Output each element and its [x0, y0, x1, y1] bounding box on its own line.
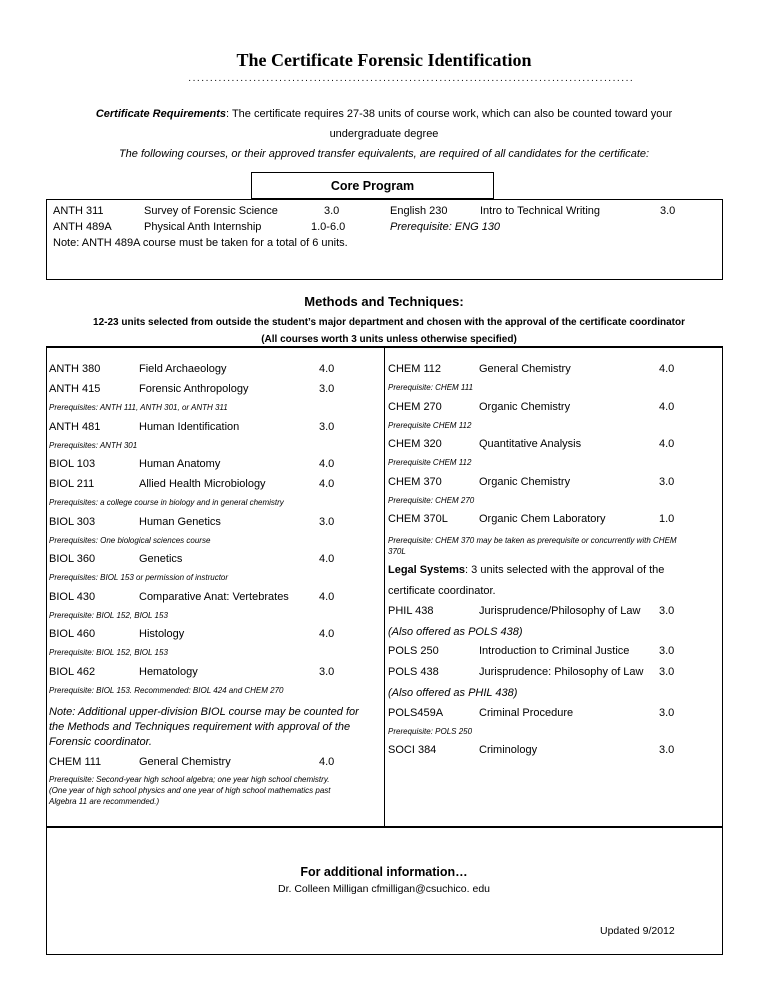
course-name: Intro to Technical Writing	[480, 205, 601, 217]
course-prereq: Prerequisites: BIOL 153 or permission of instructor	[49, 573, 229, 582]
course-code: CHEM 370L	[388, 513, 448, 525]
course-units: 4.0	[659, 438, 675, 450]
course-code: POLS 438	[388, 666, 439, 678]
course-code: BIOL 303	[49, 515, 96, 528]
course-prereq: Prerequisite: POLS 250	[388, 727, 473, 736]
note-line: Forensic coordinator.	[49, 736, 152, 748]
course-code: English 230	[390, 205, 448, 217]
requirements-text-cont: undergraduate degree	[329, 128, 439, 140]
course-units: 4.0	[659, 400, 675, 413]
course-units: 3.0	[319, 383, 335, 395]
prereq-line: Prerequisite: Second-year high school algebra; one year high school chemistry.	[49, 775, 330, 784]
course-prereq: Prerequisites: One biological sciences course	[49, 535, 211, 545]
methods-title: Methods and Techniques:	[304, 294, 464, 309]
course-name: Human Identification	[139, 420, 240, 433]
course-units: 3.0	[319, 515, 335, 528]
course-name: General Chemistry	[139, 756, 231, 768]
note-line: the Methods and Techniques requirement with approval of the	[49, 721, 351, 733]
legal-label: Legal Systems	[388, 564, 466, 576]
course-units: 4.0	[319, 478, 335, 490]
course-units: 3.0	[660, 205, 676, 217]
course-units: 1.0	[659, 513, 675, 525]
course-prereq: Prerequisite CHEM 112	[388, 420, 472, 430]
course-prereq: Prerequisite: BIOL 152, BIOL 153	[49, 648, 168, 657]
course-code: POLS 250	[388, 645, 439, 657]
course-name: Physical Anth Internship	[144, 221, 262, 233]
legal-text-cont: certificate coordinator.	[388, 585, 496, 597]
course-units: 4.0	[319, 363, 335, 375]
following-courses-text: The following courses, or their approved transfer equivalents, are required of all candidates for the certificate:	[118, 148, 650, 160]
chem370l-prereq	[388, 535, 677, 557]
course-units: 1.0-6.0	[311, 221, 346, 233]
course-name: Histology	[139, 628, 185, 640]
course-code: BIOL 103	[49, 458, 96, 470]
also-offered-note: (Also offered as PHIL 438)	[388, 687, 518, 699]
course-prereq: Prerequisite: BIOL 152, BIOL 153	[49, 610, 168, 620]
course-code: ANTH 489A	[53, 221, 112, 233]
legal-systems-intro	[388, 560, 664, 602]
course-name: Forensic Anthropology	[139, 383, 249, 395]
prereq-line: 370L	[388, 547, 406, 556]
course-units: 4.0	[319, 756, 335, 768]
core-program-label: Core Program	[251, 172, 494, 199]
course-units: 4.0	[659, 363, 675, 375]
course-name: Jurisprudence/Philosophy of Law	[479, 605, 641, 617]
course-prereq: Prerequisites: ANTH 301	[49, 440, 138, 450]
course-code: CHEM 111	[49, 756, 102, 768]
note-line: Note: Additional upper-division BIOL course may be counted for	[49, 706, 359, 718]
also-offered-note: (Also offered as POLS 438)	[388, 626, 523, 638]
course-prereq: Prerequisite: CHEM 111	[388, 383, 474, 392]
contact-info: Dr. Colleen Milligan cfmilligan@csuchico. edu	[278, 883, 490, 895]
prereq-line: Prerequisite: CHEM 370 may be taken as prerequisite or concurrently with CHEM	[388, 536, 677, 545]
course-name: Quantitative Analysis	[479, 438, 582, 450]
methods-units-note: (All courses worth 3 units unless otherwise specified)	[261, 334, 517, 345]
updated-date: Updated 9/2012	[600, 925, 675, 937]
core-note-text: Note: ANTH 489A course must be taken for a total of 6 units.	[53, 237, 348, 249]
course-name: Survey of Forensic Science	[144, 205, 278, 217]
course-code: BIOL 211	[49, 478, 95, 490]
course-name: Field Archaeology	[139, 363, 227, 375]
course-name: Introduction to Criminal Justice	[479, 645, 630, 657]
course-name: Jurisprudence: Philosophy of Law	[479, 666, 644, 678]
course-code: BIOL 460	[49, 628, 96, 640]
course-prereq: Prerequisite: ENG 130	[390, 221, 501, 233]
course-units: 3.0	[659, 744, 675, 756]
course-units: 4.0	[319, 458, 335, 470]
course-name: Organic Chemistry	[479, 400, 571, 413]
course-units: 4.0	[319, 553, 335, 565]
course-units: 4.0	[319, 628, 335, 640]
course-units: 3.0	[659, 666, 675, 678]
course-prereq: Prerequisite: CHEM 270	[388, 495, 475, 505]
methods-subtitle: 12-23 units selected from outside the student’s major department and chosen with the approval of the certificate coordinator	[93, 317, 685, 328]
course-code: CHEM 112	[388, 363, 441, 375]
requirements-text: : The certificate requires 27-38 units of course work, which can also be counted toward your	[226, 108, 673, 120]
course-name: Allied Health Microbiology	[139, 478, 266, 490]
course-units: 4.0	[319, 590, 335, 603]
course-units: 3.0	[319, 420, 335, 433]
course-code: BIOL 462	[49, 665, 96, 678]
course-units: 3.0	[659, 605, 675, 617]
course-name: Comparative Anat: Vertebrates	[139, 590, 289, 603]
course-units: 3.0	[324, 205, 340, 217]
chem111-prereq	[49, 774, 331, 807]
course-code: BIOL 430	[49, 590, 96, 603]
course-code: CHEM 270	[388, 400, 442, 413]
course-code: CHEM 320	[388, 438, 442, 450]
biol-note	[49, 705, 383, 750]
course-prereq: Prerequisite: BIOL 153. Recommended: BIOL 424 and CHEM 270	[49, 685, 284, 695]
legal-text: : 3 units selected with the approval of the	[465, 564, 665, 576]
course-units: 3.0	[319, 665, 335, 678]
course-code: ANTH 415	[49, 383, 101, 395]
course-prereq: Prerequisites: ANTH 111, ANTH 301, or ANTH 311	[49, 403, 228, 412]
prereq-line: Algebra 11 are recommended.)	[49, 797, 160, 806]
course-code: ANTH 481	[49, 420, 101, 433]
prereq-line: (One year of high school physics and one year of high school mathematics past	[49, 786, 331, 795]
course-name: Genetics	[139, 553, 183, 565]
course-code: CHEM 370	[388, 475, 442, 488]
course-name: Criminal Procedure	[479, 707, 574, 719]
dotted-divider: ·······································································································	[188, 75, 634, 86]
course-code: POLS459A	[388, 707, 444, 719]
course-name: Organic Chemistry	[479, 475, 571, 488]
course-code: SOCI 384	[388, 744, 437, 756]
course-name: Organic Chem Laboratory	[479, 513, 606, 525]
course-name: Hematology	[139, 665, 198, 678]
course-name: General Chemistry	[479, 363, 571, 375]
requirements-intro	[0, 108, 768, 120]
course-units: 3.0	[659, 707, 675, 719]
course-name: Criminology	[479, 744, 538, 756]
requirements-label: Certificate Requirements	[95, 108, 227, 120]
column-divider	[384, 348, 385, 826]
course-units: 3.0	[659, 475, 675, 488]
course-code: PHIL 438	[388, 605, 434, 617]
course-code: ANTH 311	[53, 205, 104, 217]
additional-info-title: For additional information…	[300, 865, 468, 879]
course-name: Human Anatomy	[139, 458, 221, 470]
course-prereq: Prerequisite CHEM 112	[388, 458, 472, 467]
course-name: Human Genetics	[139, 515, 221, 528]
course-code: ANTH 380	[49, 363, 101, 375]
course-prereq: Prerequisites: a college course in biology and in general chemistry	[49, 498, 284, 507]
page-title: The Certificate Forensic Identification	[236, 50, 532, 70]
course-code: BIOL 360	[49, 553, 96, 565]
course-units: 3.0	[659, 645, 675, 657]
